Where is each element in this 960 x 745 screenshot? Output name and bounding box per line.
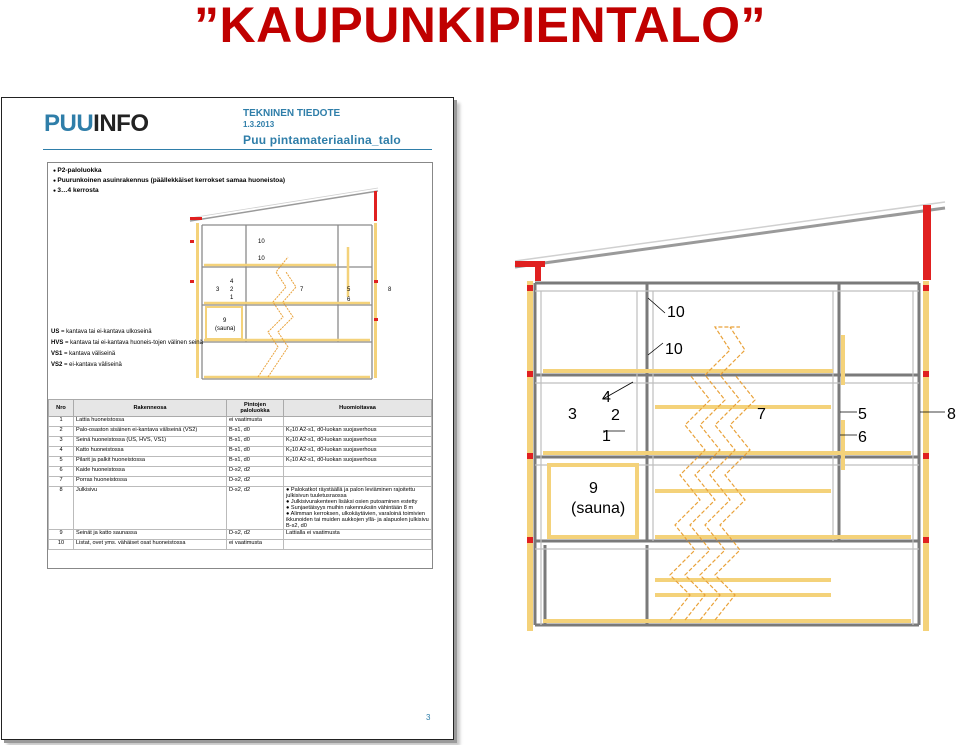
header-label: TEKNINEN TIEDOTE [243,108,341,119]
table-cell: K₂10 A2-s1, d0-luokan suojaverhous [284,447,432,457]
puuinfo-logo [44,110,149,138]
mini-section-drawing [188,187,428,392]
definition-item: US = kantava tai ei-kantava ulkoseinä [51,329,152,335]
table-row [49,540,432,550]
table-cell: ei vaatimusta [227,417,284,427]
table-cell: 7 [49,477,74,487]
definition-item: HVS = kantava tai ei-kantava huoneis-tojen välinen seinä [51,340,203,346]
logo-puu-text: PUU [44,110,94,137]
diagram-label-3: 3 [568,406,577,423]
table-cell: Listat, ovet yms. vähäiset osat huoneistossa [74,540,227,550]
table-cell [284,417,432,427]
table-row [49,487,432,530]
page-number: 3 [426,713,431,722]
col-header-rakenneosa: Rakenneosa [74,400,227,417]
table-cell: D-s2, d2 [227,467,284,477]
table-cell: ● Palokatkot räystäällä ja palon leviäminen rajoitettu julkisivun tuuletusraossa ● Julkisivurakenteen lisäksi osien putoaminen estetty ● Sunjaetäisyys muihin rakennuksiin vähintään 8 m ● Alimman kerroksen, ulkokäytävien, varaloinä toimivien ikkunoiden tai muiden aukkojen yllä- ja alapuolen julkisivu B-s2, d0 [284,487,432,530]
table-cell: 8 [49,487,74,530]
diagram-label-10a: 10 [667,304,685,321]
table-cell: D-s2, d2 [227,487,284,530]
table-row [49,467,432,477]
table-cell: 1 [49,417,74,427]
mini-label-10b: 10 [258,256,265,262]
mini-label-8: 8 [388,287,392,293]
section-diagram [505,195,960,635]
mini-label-4: 4 [230,279,234,285]
spec-table [48,399,432,550]
table-cell: B-s1, d0 [227,457,284,467]
table-row [49,427,432,437]
diagram-label-5: 5 [858,406,867,423]
definitions-list [51,328,203,372]
mini-label-10a: 10 [258,239,265,245]
table-cell: 2 [49,427,74,437]
table-cell: B-s1, d0 [227,437,284,447]
document-page [1,97,454,740]
header-divider [43,149,432,150]
table-cell: Seinä huoneistossa (US, HVS, VS1) [74,437,227,447]
table-cell: Katto huoneistossa [74,447,227,457]
table-row [49,477,432,487]
table-cell: 5 [49,457,74,467]
diagram-label-2: 2 [611,407,620,424]
table-row [49,437,432,447]
table-cell: K₂10 A2-s1, d0-luokan suojaverhous [284,427,432,437]
table-row [49,457,432,467]
table-cell [284,477,432,487]
diagram-label-9: 9 [589,480,598,497]
table-cell: Kaide huoneistossa [74,467,227,477]
mini-label-6: 6 [347,297,351,303]
diagram-label-8: 8 [947,406,956,423]
table-cell: Palo-osaston sisäinen ei-kantava väliseinä (VS2) [74,427,227,437]
mini-label-1: 1 [230,295,234,301]
mini-label-9: 9 [223,318,227,324]
diagram-label-4: 4 [602,389,611,406]
mini-label-3: 3 [216,287,220,293]
fire-stop-eave-right [923,205,931,280]
table-cell: Lattialla ei vaatimusta [284,530,432,540]
slide-title: ”KAUPUNKIPIENTALO” [194,0,766,53]
diagram-label-7: 7 [757,406,766,423]
table-cell: Lattia huoneistossa [74,417,227,427]
table-cell: D-s2, d2 [227,477,284,487]
table-cell: 10 [49,540,74,550]
col-header-paloluokka: Pintojen paloluokka [227,400,284,417]
table-cell: Seinät ja katto saunassa [74,530,227,540]
table-row [49,530,432,540]
table-row [49,417,432,427]
mini-label-2: 2 [230,287,234,293]
mini-label-7: 7 [300,287,304,293]
mini-label-sauna: (sauna) [215,326,236,332]
col-header-nro: Nro [49,400,74,417]
table-cell: 6 [49,467,74,477]
table-cell: Pilarit ja palkit huoneistossa [74,457,227,467]
table-cell [284,467,432,477]
diagram-label-sauna: (sauna) [571,500,626,517]
document-header [243,108,401,147]
table-cell: D-s2, d2 [227,530,284,540]
table-cell: K₂10 A2-s1, d0-luokan suojaverhous [284,457,432,467]
table-header-row [49,400,432,417]
table-cell: Porras huoneistossa [74,477,227,487]
table-cell: Julkisivu [74,487,227,530]
table-row [49,447,432,457]
diagram-label-1: 1 [602,428,611,445]
definition-item: VS2 = ei-kantava väliseinä [51,362,122,368]
table-cell: 3 [49,437,74,447]
table-cell: ei vaatimusta [227,540,284,550]
mini-label-5: 5 [347,287,351,293]
bullet-item: ● 3…4 kerrosta [53,186,285,196]
definition-item: VS1 = kantava väliseinä [51,351,116,357]
diagram-label-10b: 10 [665,341,683,358]
header-date: 1.3.2013 [243,120,275,129]
table-cell [284,540,432,550]
table-cell: 9 [49,530,74,540]
bullet-item: ● Puurunkoinen asuinrakennus (päällekkäiset kerrokset samaa huoneistoa) [53,176,285,186]
header-title: Puu pintamateriaalina_talo [243,133,401,147]
diagram-label-6: 6 [858,429,867,446]
table-cell: 4 [49,447,74,457]
logo-info-text: INFO [93,110,149,137]
content-box [47,162,433,569]
table-cell: B-s1, d0 [227,427,284,437]
col-header-huomioitavaa: Huomioitavaa [284,400,432,417]
table-cell: K₂10 A2-s1, d0-luokan suojaverhous [284,437,432,447]
bullet-item: ● P2-paloluokka [53,166,285,176]
table-cell: B-s1, d0 [227,447,284,457]
